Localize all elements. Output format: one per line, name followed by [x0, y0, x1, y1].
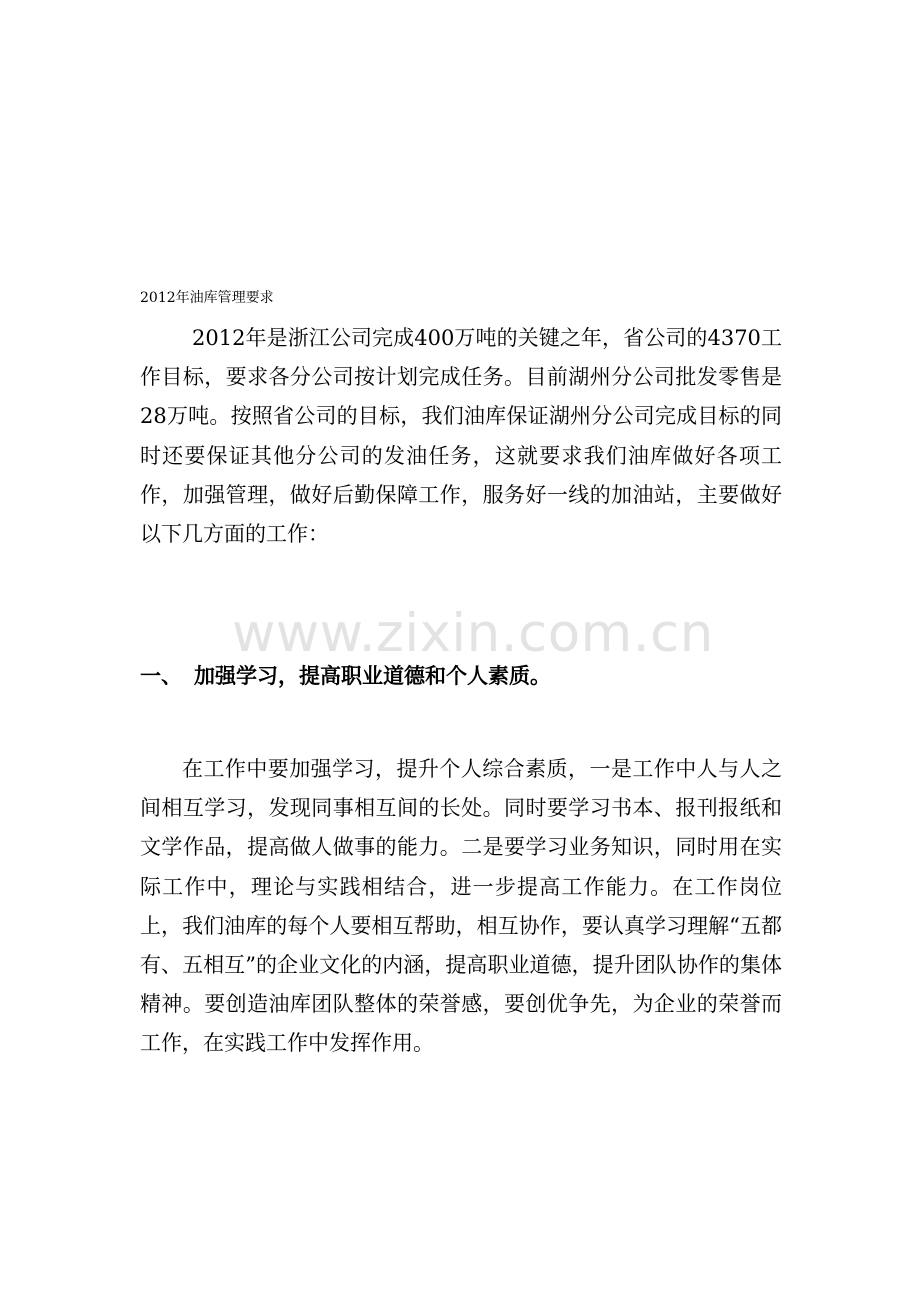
document-title: 2012年油库管理要求 — [140, 290, 274, 306]
watermark: www.zixin.com.cn — [232, 603, 714, 664]
section-heading — [140, 660, 551, 692]
section-heading-text: 加强学习，提高职业道德和个人素质。 — [194, 663, 551, 688]
section-number: 一、 — [140, 663, 182, 688]
section-paragraph: 在工作中要加强学习，提升个人综合素质，一是工作中人与人之间相互学习，发现同事相互间的长处。同时要学习书本、报刊报纸和文学作品，提高做人做事的能力。二是要学习业务知识，同时用在实际工作中，理论与实践相结合，进一步提高工作能力。在工作岗位上，我们油库的每个人要相互帮助，相互协作，要认真学习理解“五都有、五相互”的企业文化的内涵，提高职业道德，提升团队协作的集体精神。要创造油库团队整体的荣誉感，要创优争先，为企业的荣誉而工作，在实践工作中发挥作用。 — [140, 757, 782, 1056]
intro-paragraph: 2012年是浙江公司完成400万吨的关键之年，省公司的4370工作目标，要求各分公司按计划完成任务。目前湖州分公司批发零售是28万吨。按照省公司的目标，我们油库保证湖州分公司完成目标的同时还要保证其他分公司的发油任务，这就要求我们油库做好各项工作，加强管理，做好后勤保障工作，服务好一线的加油站，主要做好以下几方面的工作： — [140, 326, 782, 547]
